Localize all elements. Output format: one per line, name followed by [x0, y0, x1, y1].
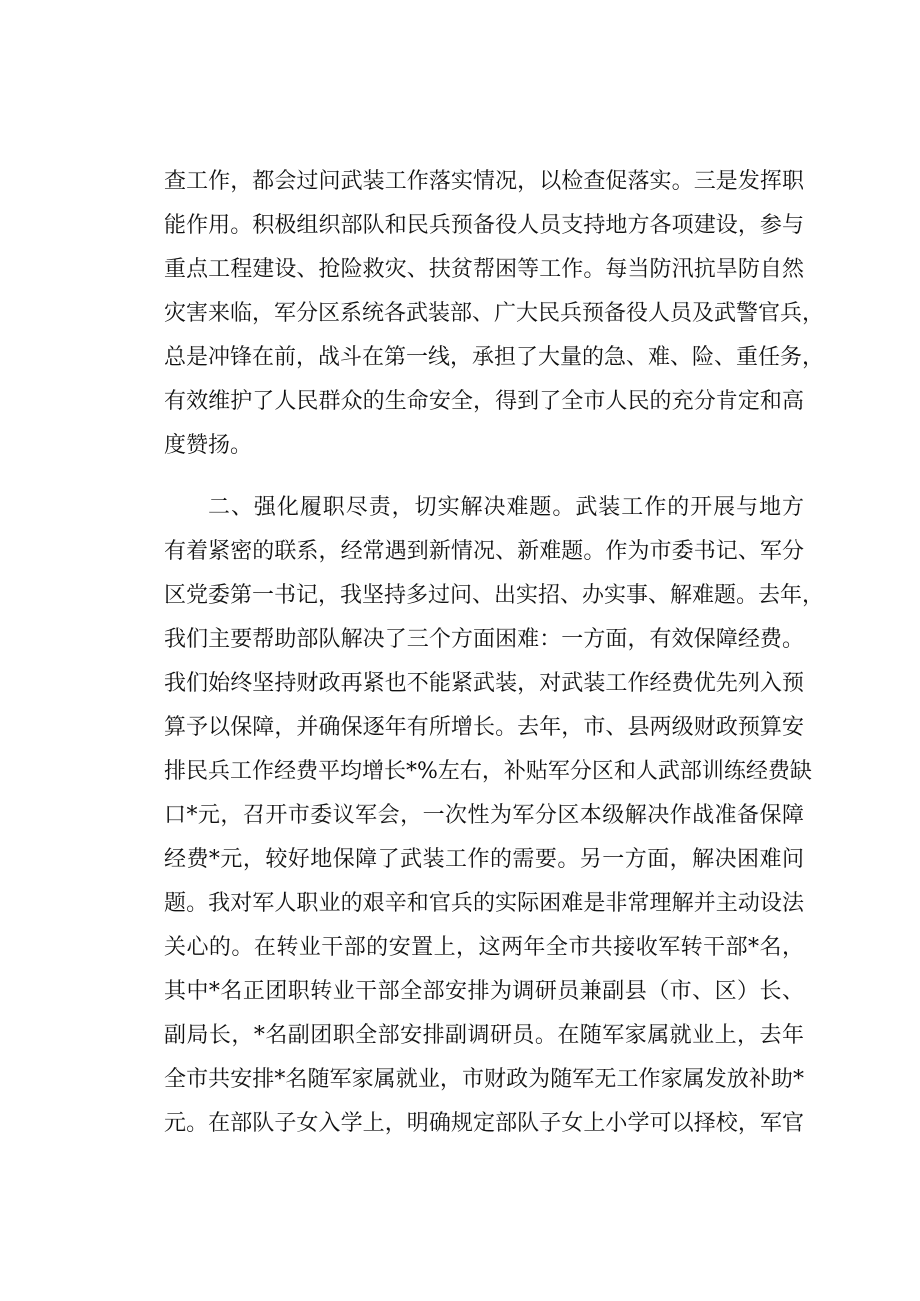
- text-line: 排民兵工作经费平均增长*%左右，补贴军分区和人武部训练经费缺: [164, 759, 812, 784]
- paragraph-1: [164, 160, 825, 468]
- text-line: 我们主要帮助部队解决了三个方面困难：一方面，有效保障经费。: [164, 627, 804, 652]
- text-line: 经费*元，较好地保障了武装工作的需要。另一方面，解决困难问: [164, 847, 804, 872]
- text-line: 灾害来临，军分区系统各武装部、广大民兵预备役人员及武警官兵，: [164, 301, 825, 326]
- paragraph-spacer: [164, 468, 804, 486]
- text-line: 题。我对军人职业的艰辛和官兵的实际困难是非常理解并主动设法: [164, 891, 804, 916]
- text-line: 查工作，都会过问武装工作落实情况，以检查促落实。三是发挥职: [164, 169, 804, 194]
- text-line: 我们始终坚持财政再紧也不能紧武装，对武装工作经费优先列入预: [164, 671, 804, 696]
- text-line: 能作用。积极组织部队和民兵预备役人员支持地方各项建设，参与: [164, 213, 804, 238]
- text-line: 总是冲锋在前，战斗在第一线，承担了大量的急、难、险、重任务，: [164, 345, 825, 370]
- text-line: 全市共安排*名随军家属就业，市财政为随军无工作家属发放补助*: [164, 1067, 804, 1092]
- text-line: 口*元，召开市委议军会，一次性为军分区本级解决作战准备保障: [164, 803, 804, 828]
- paragraph-2: [164, 486, 825, 1146]
- text-line: 关心的。在转业干部的安置上，这两年全市共接收军转干部*名，: [164, 935, 804, 960]
- text-line: 有效维护了人民群众的生命安全，得到了全市人民的充分肯定和高: [164, 389, 804, 414]
- text-line: 副局长，*名副团职全部安排副调研员。在随军家属就业上，去年: [164, 1023, 804, 1048]
- text-line: 算予以保障，并确保逐年有所增长。去年，市、县两级财政预算安: [164, 715, 804, 740]
- text-line: 元。在部队子女入学上，明确规定部队子女上小学可以择校，军官: [164, 1111, 804, 1136]
- text-line: 区党委第一书记，我坚持多过问、出实招、办实事、解难题。去年，: [164, 583, 825, 608]
- text-line: 重点工程建设、抢险救灾、扶贫帮困等工作。每当防汛抗旱防自然: [164, 257, 804, 282]
- text-line: 其中*名正团职转业干部全部安排为调研员兼副县（市、区）长、: [164, 979, 804, 1004]
- text-line: 二、强化履职尽责，切实解决难题。武装工作的开展与地方: [208, 495, 804, 520]
- document-body: [164, 160, 825, 1146]
- text-line: 度赞扬。: [164, 433, 253, 458]
- text-line: 有着紧密的联系，经常遇到新情况、新难题。作为市委书记、军分: [164, 539, 804, 564]
